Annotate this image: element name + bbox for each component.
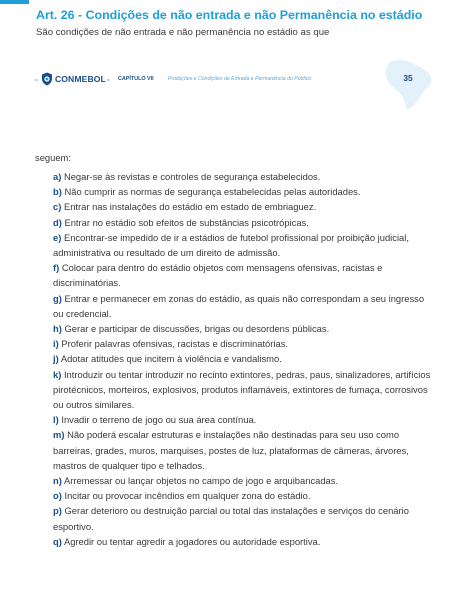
list-item	[53, 215, 433, 230]
conmebol-emblem-icon	[41, 72, 53, 86]
item-text: Invadir o terreno de jogo ou sua área contínua.	[58, 414, 257, 426]
item-text: Encontrar-se impedido de ir a estádios de futebol profissional por proibição judicial, administrativa ou resultado de um direito de admissão.	[53, 231, 409, 259]
list-item	[53, 427, 433, 473]
accent-bar	[0, 0, 29, 4]
list-item	[53, 473, 433, 488]
item-text: Não poderá escalar estruturas e instalações não destinadas para seu uso como barreiras, grades, muros, marquises, postes de luz, plataformas de câmeras, árvores, mastros de qualquer tipo e telhados.	[53, 429, 409, 471]
list-item	[53, 336, 433, 351]
list-item	[53, 260, 433, 290]
item-letter: j)	[53, 353, 59, 365]
item-letter: b)	[53, 186, 62, 198]
item-text: Negar-se às revistas e controles de segurança estabelecidos.	[61, 171, 321, 182]
conditions-list	[53, 169, 433, 549]
item-text: Colocar para dentro do estádio objetos com mensagens ofensivas, racistas e discriminatórias.	[53, 262, 383, 289]
item-letter: a)	[53, 171, 62, 182]
item-letter: q)	[53, 535, 62, 547]
list-item	[53, 367, 433, 413]
list-item	[53, 351, 433, 366]
item-text: Introduzir ou tentar introduzir no recinto extintores, pedras, paus, sinalizadores, artifícios pirotécnicos, morteiros, explosivos, produtos inflamáveis, extintores de fumaça, corrosivos ou outros similares.	[53, 368, 431, 411]
logo-text: CONMEBOL	[54, 74, 106, 84]
list-item	[53, 412, 433, 427]
item-text: Proferir palavras ofensivas, racistas e discriminatórias.	[58, 338, 288, 350]
list-item	[53, 488, 433, 503]
list-item	[53, 503, 433, 533]
item-letter: o)	[53, 490, 62, 502]
item-letter: f)	[53, 262, 60, 274]
item-letter: i)	[53, 338, 59, 350]
list-item	[53, 534, 433, 549]
item-letter: h)	[53, 323, 62, 335]
item-text: Entrar e permanecer em zonas do estádio, as quais não correspondam a seu ingresso ou credencial.	[53, 292, 425, 319]
item-letter: c)	[53, 201, 62, 213]
item-letter: d)	[53, 216, 62, 228]
item-text: Não cumprir as normas de segurança estabelecidas pelas autoridades.	[61, 186, 361, 198]
item-text: Gerar e participar de discussões, brigas ou desordens públicas.	[61, 323, 330, 335]
chapter-label: CAPÍTULO VII	[118, 76, 154, 82]
list-item	[53, 199, 433, 214]
chapter-title: Proibições e Condições de Entrada e Permanência do Público	[168, 76, 312, 82]
item-text: Adotar atitudes que incitem à violência e vandalismo.	[58, 353, 282, 365]
list-item	[53, 291, 433, 321]
south-america-map-icon	[376, 58, 438, 110]
list-item	[53, 184, 433, 199]
item-letter: p)	[53, 505, 62, 517]
lead-text: seguem:	[35, 152, 71, 163]
item-text: Agredir ou tentar agredir a jogadores ou autoridade esportiva.	[61, 535, 321, 547]
item-text: Entrar nas instalações do estádio em estado de embriaguez.	[61, 201, 317, 213]
item-text: Arremessar ou lançar objetos no campo de jogo e arquibancadas.	[61, 475, 339, 487]
article-subtitle: São condições de não entrada e não permanência no estádio as que	[36, 27, 330, 38]
list-item	[53, 230, 433, 260]
list-item	[53, 321, 433, 336]
article-title: Art. 26 - Condições de não entrada e não Permanência no estádio	[36, 8, 423, 22]
item-letter: g)	[53, 292, 62, 304]
item-text: Incitar ou provocar incêndios em qualquer zona do estádio.	[61, 490, 311, 502]
page-number: 35	[403, 73, 413, 83]
list-item	[53, 169, 433, 184]
item-letter: m)	[53, 429, 65, 441]
conmebol-logo: - CONMEBOL -	[35, 74, 110, 84]
item-letter: l)	[53, 414, 59, 426]
item-text: Gerar deterioro ou destruição parcial ou total das instalações e serviços do cenário esportivo.	[53, 505, 409, 532]
item-letter: e)	[53, 231, 62, 243]
item-text: Entrar no estádio sob efeitos de substâncias psicotrópicas.	[61, 216, 309, 228]
item-letter: k)	[53, 368, 62, 380]
item-letter: n)	[53, 475, 62, 487]
